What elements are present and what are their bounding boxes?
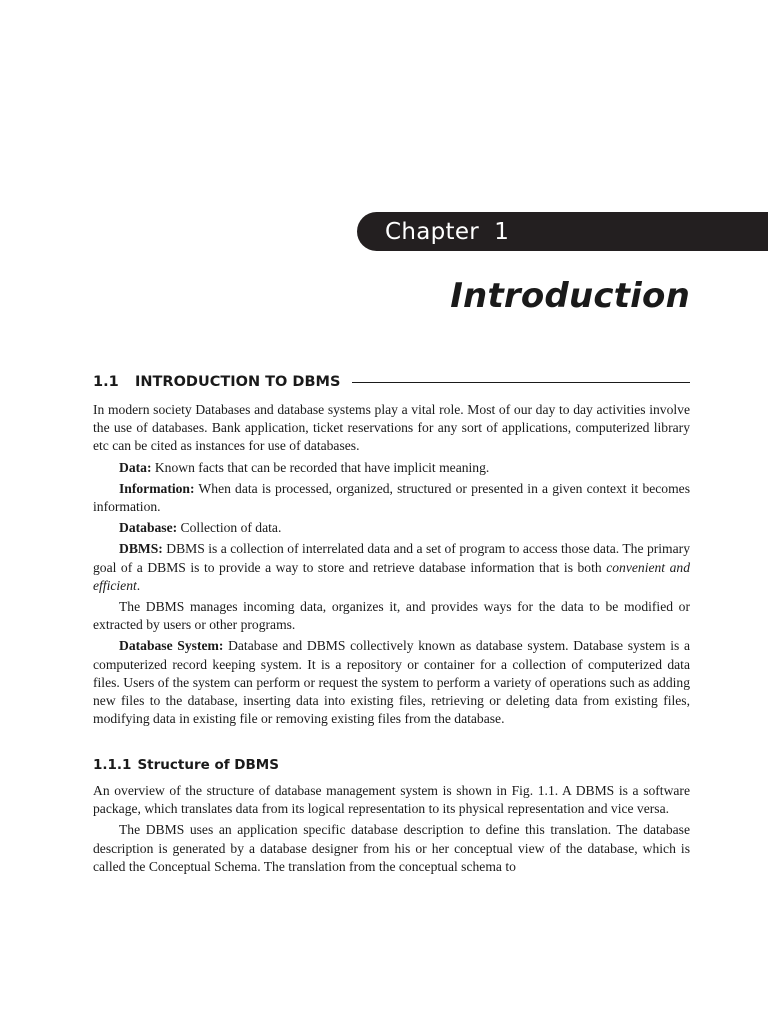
definition-text: Known facts that can be recorded that have implicit meaning.: [151, 459, 490, 475]
paragraph-text: The DBMS manages incoming data, organizes it, and provides ways for the data to be modified or extracted by users or other programs.: [93, 599, 690, 633]
paragraph: [93, 782, 690, 818]
term-database: Database:: [119, 520, 178, 536]
paragraph-text: The DBMS uses an application specific database description to define this translation. The database description is generated by a database designer from his or her conceptual view of the database, which is called the Conceptual Schema. The translation from the conceptual schema to: [93, 822, 690, 874]
term-dbms: DBMS:: [119, 541, 163, 557]
section-rule: [352, 382, 690, 383]
section-number: 1.1: [93, 374, 119, 390]
section-title: INTRODUCTION TO DBMS: [135, 374, 341, 390]
definition-text: Collection of data.: [177, 520, 282, 536]
subsection-heading: [93, 757, 279, 773]
definition-tail: .: [136, 577, 141, 593]
paragraph: [93, 598, 690, 634]
definition-data: [93, 459, 690, 477]
definition-database: [93, 519, 690, 537]
chapter-tab: [357, 212, 768, 251]
definition-information: [93, 480, 690, 516]
section-heading: [93, 374, 690, 390]
subsection-body: [93, 782, 690, 879]
subsection-title: Structure of DBMS: [137, 757, 279, 773]
chapter-label: Chapter 1: [385, 218, 510, 245]
chapter-title: Introduction: [450, 276, 690, 316]
emphasis-text: convenient and efficient: [93, 559, 690, 593]
definition-dbms: [93, 540, 690, 595]
definition-text: Database and DBMS collectively known as database system. Database system is a computerized record keeping system. It is a repository or container for a collection of computerized data files. Users of the system can perform or request the system to perform a variety of operations such as adding new files to the database, inserting data into existing files, retrieving or deleting data from existing files, modifying data in existing file or removing existing files from the database.: [93, 638, 691, 727]
paragraph-text: An overview of the structure of database management system is shown in Fig. 1.1. A DBMS is a software package, which translates data from its logical representation to its physical representation and vice versa.: [93, 783, 690, 817]
term-database-system: Database System:: [119, 638, 224, 654]
paragraph: [93, 401, 690, 456]
term-data: Data:: [119, 459, 152, 475]
subsection-number: 1.1.1: [93, 757, 132, 773]
paragraph-text: In modern society Databases and database systems play a vital role. Most of our day to day activities involve the use of databases. Bank application, ticket reservations for any sort of applications, computerized library etc can be cited as instances for use of databases.: [93, 402, 690, 454]
section-body: [93, 401, 690, 731]
paragraph: [93, 821, 690, 876]
definition-text: When data is processed, organized, structured or presented in a given context it becomes information.: [93, 480, 690, 515]
definition-database-system: [93, 637, 690, 728]
definition-text: DBMS is a collection of interrelated data and a set of program to access those data. The primary goal of a DBMS is to provide a way to store and retrieve database information that is both: [93, 541, 690, 575]
term-information: Information:: [119, 480, 195, 496]
